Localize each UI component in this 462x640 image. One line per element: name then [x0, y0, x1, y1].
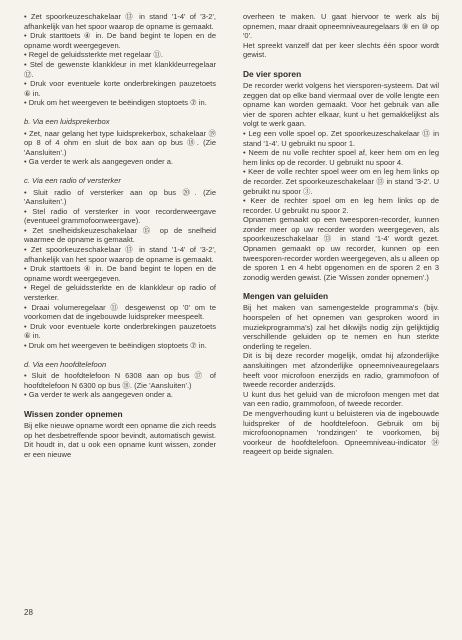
- section-d-heading: d. Via een hoofdtelefoon: [24, 359, 107, 369]
- paragraph: • Sluit de hoofdtelefoon N 6308 aan op bus ⑰ of hoofdtelefoon N 6300 op bus ⑱. (Zie 'Aansluiten'.): [24, 371, 216, 390]
- paragraph: • Zet snelheidskeuzeschakelaar ⑮ op de snelheid waarmee de opname is gemaakt.: [24, 225, 216, 245]
- paragraph: • Stel radio of versterker in voor recorderweergave (eventueel grammofoonweergave).: [24, 206, 216, 226]
- paragraph: U kunt dus het geluid van de microfoon mengen met dat van een radio, grammofoon, of tweede recorder.: [243, 389, 439, 409]
- paragraph: Opnamen gemaakt op een tweesporen-recorder, kunnen zonder meer op uw recorder worden weergegeven, als spoorkeuzeschakelaar ⑬ in stand '1-4' wordt gezet. Opnamen gemaakt op uw recorder, kunnen op een tweesporen-recorder worden weergegeven, als u alleen op de sporen 1 en 4 hebt opgenomen en de sporen 2 en 3 zonodig werden gewist. (Zie 'Wissen zonder opnemen'.): [243, 215, 439, 282]
- right-column: [243, 12, 439, 457]
- paragraph: • Keer de rechter spoel om en leg hem links op de recorder. U gebruikt nu spoor 2.: [243, 196, 439, 215]
- paragraph: • Druk voor eventuele korte onderbrekingen pauzetoets ⑥ in.: [24, 79, 216, 98]
- vier-sporen-heading: De vier sporen: [243, 68, 302, 79]
- paragraph: Bij elke nieuwe opname wordt een opname die zich reeds op het desbetreffende spoor bevindt, automatisch gewist. Dit houdt in, dat u ook een opname kunt wissen, zonder er een nieuwe: [24, 420, 216, 459]
- paragraph: • Druk om het weergeven te beëindigen stoptoets ⑦ in.: [24, 98, 207, 108]
- paragraph: Bij het maken van samengestelde programma's (bijv. hoorspelen of het opnemen van gesproken woord in muziekprogramma's) zal het dikwijls nodig zijn gelijktijdig verschillende geluiden op te nemen en hun sterkte onderling te regelen.: [243, 303, 439, 351]
- paragraph: De recorder werkt volgens het viersporen-systeem. Dat wil zeggen dat op elke band viermaal over de volle lengte een opname kan worden gemaakt. Voor het gebruik van alle vier de sporen achter elkaar, kunt u het gemakkelijkst als volgt te werk gaan.: [243, 80, 439, 129]
- mengen-heading: Mengen van geluiden: [243, 291, 329, 302]
- page-number: 28: [24, 608, 33, 617]
- paragraph: Dit is bij deze recorder mogelijk, omdat hij afzonderlijke aansluitingen met afzonderlijke opneemniveauregelaars heeft voor microfoon enerzijds en radio, grammofoon of tweede recorder anderzijds.: [243, 351, 439, 390]
- paragraph: De mengverhouding kunt u beluisteren via de ingebouwde luidspreker of de hoofdtelefoon. Gebruik om bij microfoonopnamen 'rondzingen' te voorkomen, bij voorkeur de hoofdtelefoon. Opneemniveau-indicator ⑭ reageert op beide signalen.: [243, 408, 439, 457]
- wissen-heading: Wissen zonder opnemen: [24, 408, 123, 419]
- paragraph: • Regel de geluidssterkte en de klankkleur op radio of versterker.: [24, 283, 216, 303]
- paragraph: • Zet spoorkeuzeschakelaar ⑬ in stand '1-4' of '3-2', afhankelijk van het spoor waarop de opname is gemaakt.: [24, 12, 216, 31]
- paragraph: • Neem de nu volle rechter spoel af, keer hem om en leg hem links op de recorder. U gebruikt nu spoor 4.: [243, 148, 439, 167]
- paragraph: • Keer de volle rechter spoel weer om en leg hem links op de recorder. Zet spoorkeuzeschakelaar ⑬ in stand '3-2'. U gebruikt nu spoor ③.: [243, 167, 439, 196]
- section-c-heading: c. Via een radio of versterker: [24, 175, 121, 185]
- paragraph: • Druk starttoets ④ in. De band begint te lopen en de opname wordt weergegeven.: [24, 31, 216, 50]
- paragraph: • Druk om het weergeven te beëindigen stoptoets ⑦ in.: [24, 341, 207, 350]
- left-column: [24, 12, 216, 459]
- paragraph: • Draai volumeregelaar ⑪ desgewenst op '0' om te voorkomen dat de ingebouwde luidspreker meespeelt.: [24, 302, 216, 322]
- paragraph: • Ga verder te werk als aangegeven onder a.: [24, 157, 173, 167]
- paragraph: • Zet, naar gelang het type luidsprekerbox, schakelaar ⑲ op 8 of 4 ohm en sluit de box aan op bus ⑱. (Zie 'Aansluiten'.): [24, 128, 216, 157]
- paragraph: • Druk starttoets ④ in. De band begint te lopen en de opname wordt weergegeven.: [24, 264, 216, 283]
- paragraph: • Leg een volle spoel op. Zet spoorkeuzeschakelaar ⑬ in stand '1-4'. U gebruikt nu spoor 1.: [243, 128, 439, 148]
- paragraph: • Sluit radio of versterker aan op bus ⑳. (Zie 'Aansluiten'.): [24, 187, 216, 207]
- paragraph: • Regel de geluidssterkte met regelaar ⑪.: [24, 50, 163, 60]
- section-b-heading: b. Via een luidsprekerbox: [24, 116, 110, 126]
- paragraph: • Ga verder te werk als aangegeven onder a.: [24, 390, 173, 400]
- paragraph: • Zet spoorkeuzeschakelaar ⑬ in stand '1-4' of '3-2', afhankelijk van het spoor waarop de opname is gemaakt.: [24, 245, 216, 264]
- paragraph: • Stel de gewenste klankkleur in met klankkleurregelaar ⑫.: [24, 59, 216, 79]
- paragraph: • Druk voor eventuele korte onderbrekingen pauzetoets ⑥ in.: [24, 321, 216, 341]
- paragraph: overheen te maken. U gaat hiervoor te werk als bij opnemen, maar draait opneemniveauregelaars ⑨ en ⑩ op '0'. Het spreekt vanzelf dat per keer slechts één spoor wordt gewist.: [243, 12, 439, 60]
